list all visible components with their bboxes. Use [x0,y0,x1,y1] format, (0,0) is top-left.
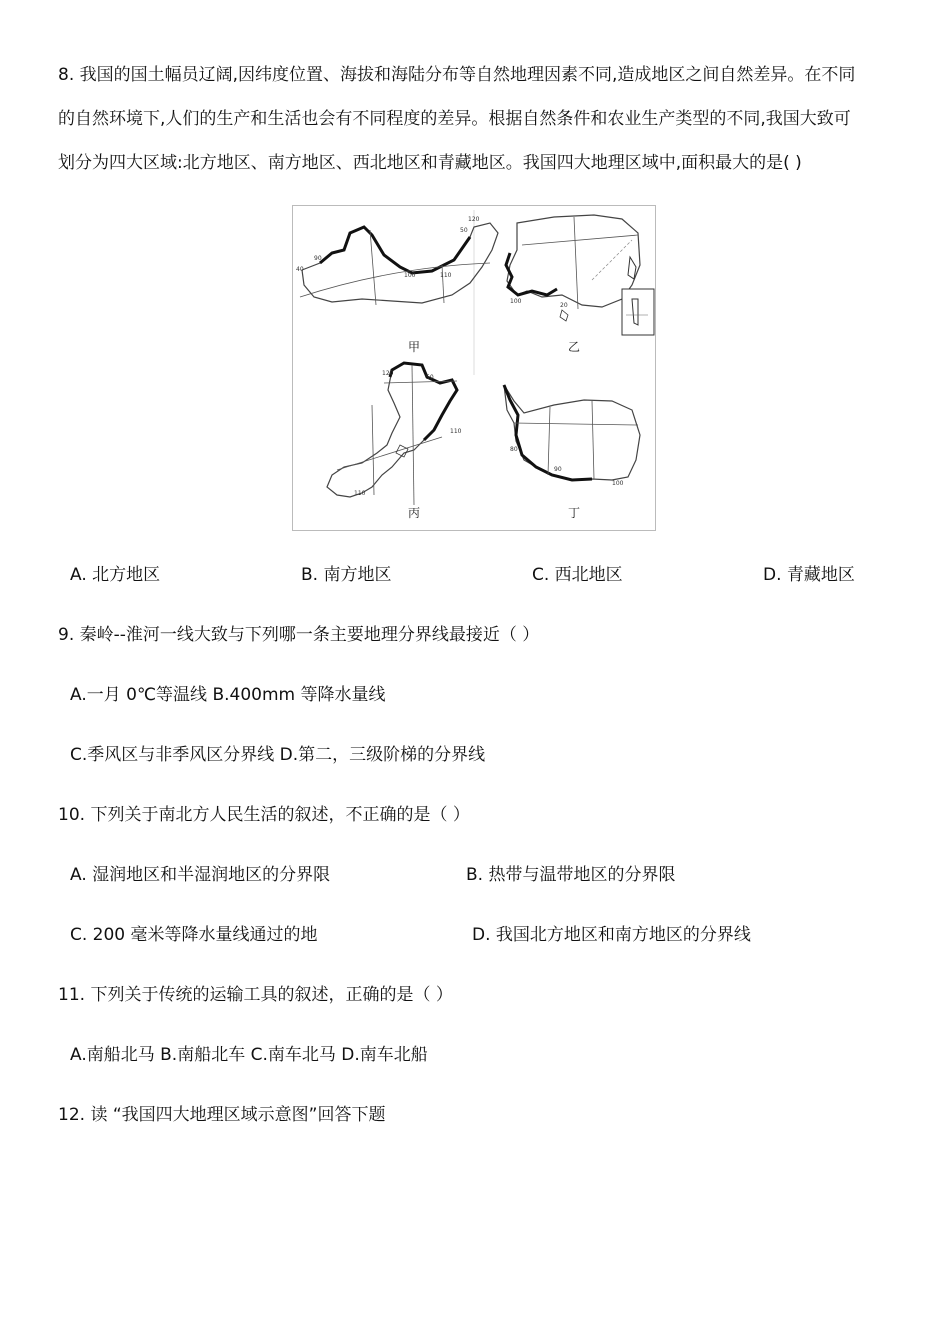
svg-text:90: 90 [554,466,562,473]
svg-text:40: 40 [296,266,304,273]
q10-stem: 10. 下列关于南北方人民生活的叙述，不正确的是（ ） [58,805,470,825]
four-regions-map-figure [292,205,656,531]
q8-option-c[interactable]: C. 西北地区 [532,565,623,585]
q12-stem: 12. 读 “我国四大地理区域示意图”回答下题 [58,1105,386,1125]
svg-text:80: 80 [510,446,518,453]
svg-text:100: 100 [404,272,416,279]
q11-stem: 11. 下列关于传统的运输工具的叙述，正确的是（ ） [58,985,453,1005]
q10-option-c[interactable]: C. 200 毫米等降水量线通过的地 [70,925,318,945]
region-label-ding: 丁 [567,506,581,520]
q8-stem-line-1: 8. 我国的国土幅员辽阔,因纬度位置、海拔和海陆分布等自然地理因素不同,造成地区之间自然差异。在不同 [58,65,856,85]
svg-text:90: 90 [314,255,322,262]
q10-option-a[interactable]: A. 湿润地区和半湿润地区的分界限 [70,865,331,885]
q8-option-d[interactable]: D. 青藏地区 [763,565,855,585]
q9-options-line-2[interactable]: C.季风区与非季风区分界线 D.第二，三级阶梯的分界线 [70,745,486,765]
svg-text:100: 100 [510,298,522,305]
region-label-yi: 乙 [567,340,581,354]
svg-text:120: 120 [468,216,480,223]
svg-text:120: 120 [382,370,394,377]
q8-stem-line-2: 的自然环境下,人们的生产和生活也会有不同程度的差异。根据自然条件和农业生产类型的不同,我国大致可 [58,109,851,129]
q8-option-b[interactable]: B. 南方地区 [301,565,392,585]
q8-option-a[interactable]: A. 北方地区 [70,565,161,585]
svg-text:20: 20 [560,302,568,309]
q8-stem-line-3: 划分为四大区域:北方地区、南方地区、西北地区和青藏地区。我国四大地理区域中,面积最大的是( ) [58,153,802,173]
svg-text:50: 50 [460,227,468,234]
svg-text:100: 100 [612,480,624,487]
region-label-jia: 甲 [407,340,421,354]
q10-option-b[interactable]: B. 热带与温带地区的分界限 [466,865,676,885]
svg-text:110: 110 [354,490,366,497]
q9-stem: 9. 秦岭--淮河一线大致与下列哪一条主要地理分界线最接近（ ） [58,625,540,645]
q9-options-line-1[interactable]: A.一月 0℃等温线 B.400mm 等降水量线 [70,685,386,705]
q10-option-d[interactable]: D. 我国北方地区和南方地区的分界线 [472,925,751,945]
svg-text:50: 50 [426,374,434,381]
svg-text:110: 110 [450,428,462,435]
region-label-bing: 丙 [407,506,421,520]
svg-text:110: 110 [440,272,452,279]
q11-options-line[interactable]: A.南船北马 B.南船北车 C.南车北马 D.南车北船 [70,1045,428,1065]
